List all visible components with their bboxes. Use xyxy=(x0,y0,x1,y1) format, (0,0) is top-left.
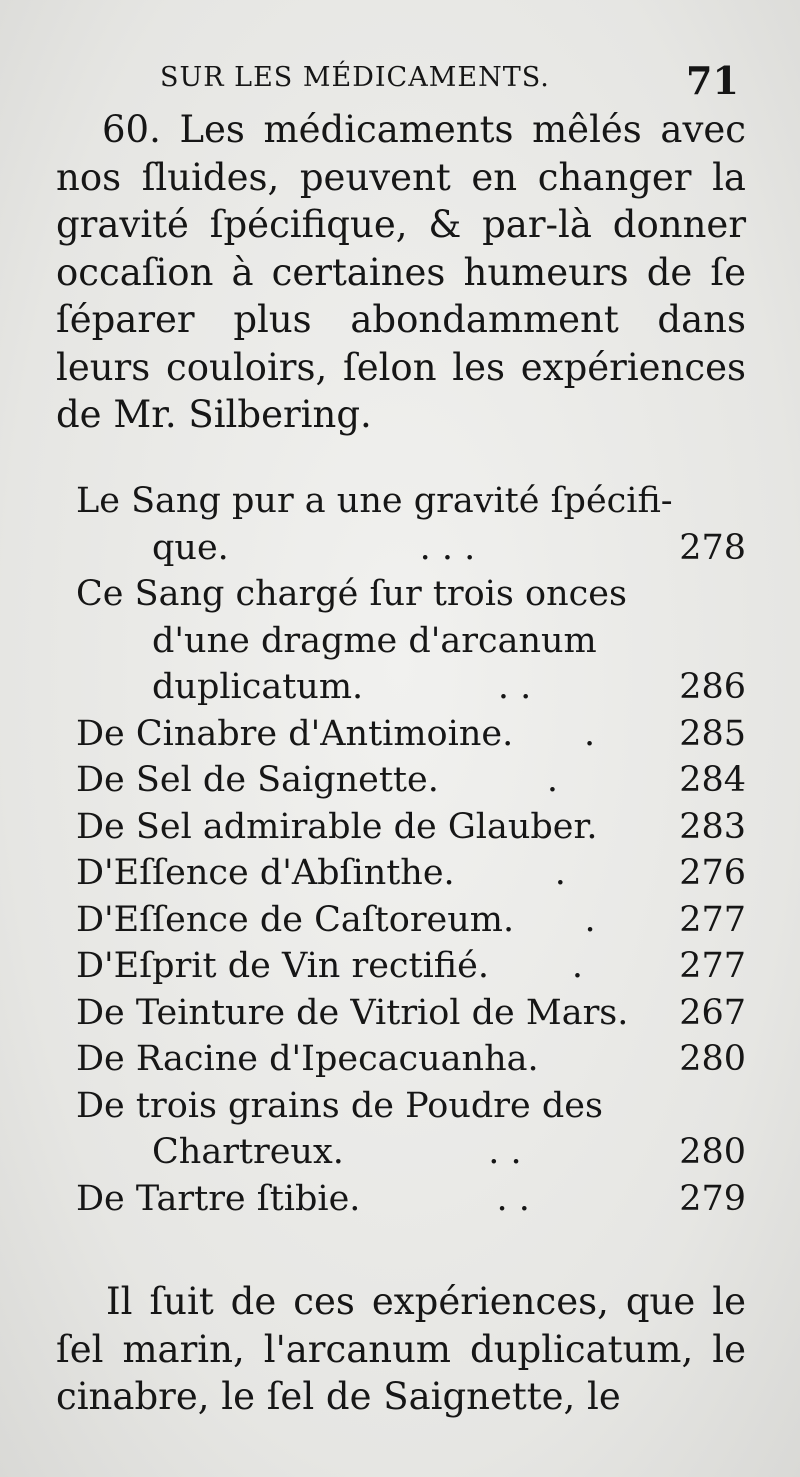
entry-text: Ce Sang chargé ſur trois onces xyxy=(76,574,627,614)
paragraph-line: Mr. Silbering. xyxy=(113,393,372,436)
entry-text: D'Eſſence d'Abſinthe. xyxy=(76,853,455,893)
leader-dots: . xyxy=(554,853,566,893)
entry-text: De Sel de Saignette. xyxy=(76,760,439,800)
list-entry xyxy=(76,943,746,990)
list-entry xyxy=(76,478,746,571)
entry-value: 277 xyxy=(679,946,746,986)
list-entry xyxy=(76,711,746,758)
list-entry xyxy=(76,804,746,851)
paragraph-line: le cinabre, le ſel de Saignette, le xyxy=(56,1327,746,1418)
entry-text: Le Sang pur a une gravité ſpécifi- xyxy=(76,481,673,521)
specific-gravity-list xyxy=(76,478,746,1222)
entry-text: D'Eſſence de Caſtoreum. xyxy=(76,899,515,940)
entry-text: De trois grains de Poudre des xyxy=(76,1085,603,1126)
leader-dots: . xyxy=(584,899,596,940)
leader-dots: . . . xyxy=(419,527,476,568)
paragraph-line: couloirs, ſelon les expériences de xyxy=(56,345,746,436)
list-entry xyxy=(76,897,746,944)
paragraph-line: occaſion à certaines humeurs de ſe xyxy=(56,250,746,294)
entry-value: 283 xyxy=(679,806,746,847)
page-header xyxy=(0,52,800,112)
entry-value: 286 xyxy=(679,667,746,707)
entry-text: duplicatum. xyxy=(152,667,364,707)
paragraph-line: 60. Les médicaments mêlés avec xyxy=(102,108,746,151)
list-entry xyxy=(76,990,746,1037)
entry-value: 276 xyxy=(679,853,746,893)
entry-text: Chartreux. xyxy=(152,1132,344,1172)
entry-text: D'Eſprit de Vin rectifié. xyxy=(76,946,489,986)
entry-value: 279 xyxy=(679,1178,746,1219)
entry-value: 280 xyxy=(679,1039,746,1079)
paragraph-line: ſéparer plus abondamment dans leurs xyxy=(56,298,746,389)
leader-dots: . . xyxy=(488,1132,522,1172)
entry-value: 280 xyxy=(679,1132,746,1172)
entry-value: 284 xyxy=(679,760,746,800)
entry-value: 277 xyxy=(679,899,746,940)
entry-value: 267 xyxy=(679,992,746,1033)
list-entry xyxy=(76,850,746,897)
paragraph-line: nos ſluides, peuvent en changer la xyxy=(56,155,746,199)
leader-dots: . xyxy=(546,760,558,800)
leader-dots: . . xyxy=(497,667,532,707)
entry-text: De Racine d'Ipecacuanha. xyxy=(76,1039,539,1079)
paragraph-60 xyxy=(56,106,746,439)
list-entry xyxy=(76,1036,746,1083)
paragraph-line: gravité ſpécifique, & par-là donner xyxy=(56,203,746,246)
list-entry xyxy=(76,571,746,711)
entry-text: d'une dragme d'arcanum xyxy=(152,620,597,661)
leader-dots: . xyxy=(584,713,596,754)
entry-value: 285 xyxy=(679,713,746,754)
entry-text: que. xyxy=(152,527,229,568)
list-entry xyxy=(76,757,746,804)
page-number: 71 xyxy=(686,58,739,103)
entry-text: De Sel admirable de Glauber. xyxy=(76,806,598,847)
entry-text: De Cinabre d'Antimoine. xyxy=(76,713,514,754)
entry-text: De Tartre ſtibie. xyxy=(76,1178,361,1219)
list-entry xyxy=(76,1083,746,1176)
entry-value: 278 xyxy=(679,527,746,568)
paragraph-line: ſel marin, l'arcanum duplicatum, xyxy=(56,1327,713,1371)
leader-dots: . . xyxy=(496,1178,530,1219)
entry-text: De Teinture de Vitriol de Mars. xyxy=(76,992,629,1033)
conclusion-paragraph xyxy=(56,1278,746,1421)
list-entry xyxy=(76,1176,746,1223)
paragraph-line: Il ſuit de ces expériences, que le xyxy=(106,1280,746,1323)
leader-dots: . xyxy=(571,946,584,986)
running-title: SUR LES MÉDICAMENTS. xyxy=(160,62,550,93)
